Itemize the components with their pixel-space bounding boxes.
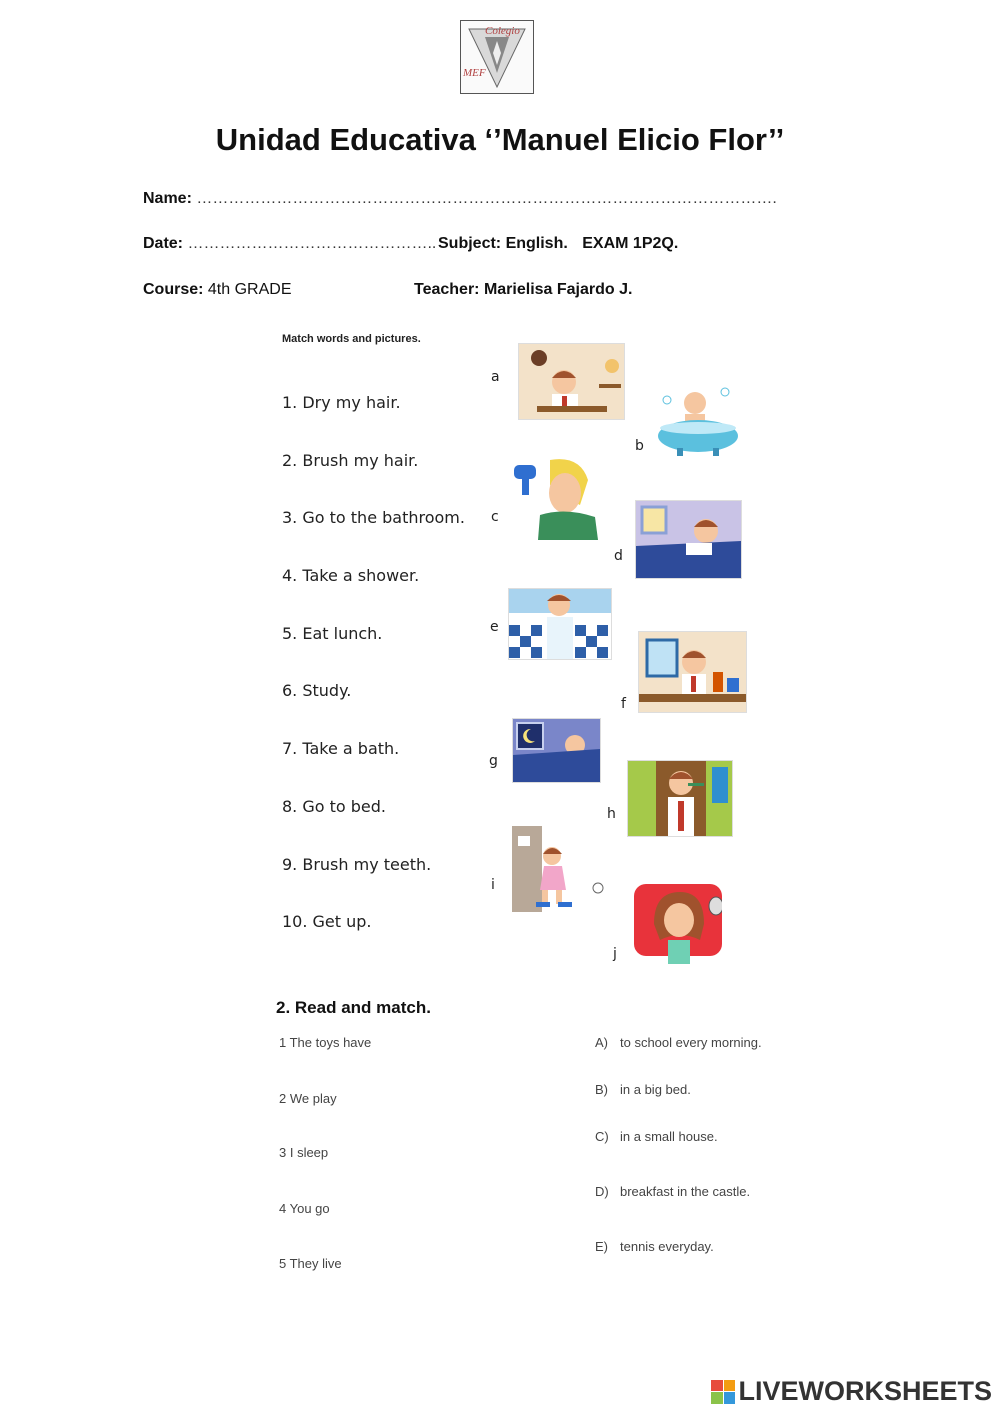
study-desk-icon — [639, 632, 746, 712]
match-item-2: 2. Brush my hair. — [282, 451, 419, 470]
logo-text-top: Colegio — [485, 25, 520, 37]
picture-letter-j: j — [613, 946, 617, 962]
teacher-row — [414, 281, 632, 299]
subject-row — [438, 235, 678, 253]
match-item-8: 8. Go to bed. — [282, 797, 387, 816]
match-item-5: 5. Eat lunch. — [282, 624, 383, 643]
brush-hair-icon — [634, 884, 722, 964]
course-label: Course: — [143, 281, 204, 298]
bathroom-door-icon — [512, 826, 608, 912]
liveworksheets-logo-icon — [711, 1380, 735, 1404]
picture-g-go-to-bed — [512, 718, 601, 783]
hair-dryer-icon — [510, 455, 600, 540]
picture-letter-d: d — [614, 548, 623, 564]
course-row — [143, 281, 292, 299]
shower-icon — [509, 589, 611, 659]
sentence-start-5: 5 They live — [279, 1256, 342, 1271]
picture-letter-h: h — [607, 806, 616, 822]
sentence-start-1: 1 The toys have — [279, 1035, 372, 1050]
match-item-3: 3. Go to the bathroom. — [282, 508, 465, 527]
match-item-1: 1. Dry my hair. — [282, 393, 401, 412]
subject-text: Subject: English. — [438, 235, 568, 252]
name-input-line[interactable]: ………………………………………………………………………………………………. — [196, 190, 777, 207]
classroom-lunch-icon — [519, 344, 624, 419]
sentence-start-4: 4 You go — [279, 1201, 330, 1216]
ending-letter-c: C) — [595, 1129, 609, 1144]
ending-text-c: in a small house. — [620, 1129, 718, 1144]
ending-letter-b: B) — [595, 1082, 608, 1097]
sentence-start-2: 2 We play — [279, 1091, 337, 1106]
picture-letter-c: c — [491, 509, 499, 525]
name-label: Name: — [143, 190, 192, 207]
section2-title: 2. Read and match. — [276, 998, 431, 1017]
brand-text: LIVEWORKSHEETS — [738, 1376, 992, 1406]
ending-text-e: tennis everyday. — [620, 1239, 714, 1254]
picture-a-eat-lunch — [518, 343, 625, 420]
match-item-9: 9. Brush my teeth. — [282, 855, 432, 874]
brush-teeth-icon — [628, 761, 732, 836]
picture-e-take-shower — [508, 588, 612, 660]
school-name: Unidad Educativa ‘’Manuel Elicio Flor’’ — [215, 122, 785, 157]
sleeping-bed-icon — [513, 719, 600, 782]
picture-j-brush-hair — [634, 884, 722, 964]
ending-letter-e: E) — [595, 1239, 608, 1254]
match-item-10: 10. Get up. — [282, 912, 372, 931]
date-input-line[interactable]: ……………………………………….. — [187, 235, 437, 252]
ending-text-a: to school every morning. — [620, 1035, 762, 1050]
school-logo — [460, 20, 534, 94]
date-label: Date: — [143, 235, 184, 252]
picture-f-study — [638, 631, 747, 713]
picture-b-take-bath — [655, 378, 740, 460]
picture-letter-e: e — [490, 619, 499, 635]
picture-c-dry-hair — [510, 455, 600, 540]
match-item-4: 4. Take a shower. — [282, 566, 420, 585]
picture-letter-f: f — [621, 696, 626, 712]
liveworksheets-brand[interactable] — [711, 1376, 992, 1407]
picture-letter-g: g — [489, 753, 498, 769]
name-row — [143, 190, 777, 208]
exam-text: EXAM 1P2Q. — [582, 235, 679, 252]
sentence-start-3: 3 I sleep — [279, 1145, 329, 1160]
logo-text-bottom: MEF — [463, 67, 486, 79]
picture-h-brush-teeth — [627, 760, 733, 837]
picture-letter-b: b — [635, 438, 644, 454]
match-item-7: 7. Take a bath. — [282, 739, 400, 758]
wake-up-bed-icon — [636, 501, 741, 578]
picture-d-get-up — [635, 500, 742, 579]
picture-i-go-to-bathroom — [512, 826, 608, 912]
ending-letter-d: D) — [595, 1184, 609, 1199]
picture-letter-a: a — [491, 369, 500, 385]
ending-text-b: in a big bed. — [620, 1082, 691, 1097]
bathtub-icon — [655, 378, 740, 460]
teacher-text: Teacher: Marielisa Fajardo J. — [414, 281, 633, 298]
ending-letter-a: A) — [595, 1035, 608, 1050]
course-value: 4th GRADE — [207, 281, 292, 298]
date-row — [143, 235, 436, 253]
section1-title: Match words and pictures. — [282, 333, 421, 345]
match-item-6: 6. Study. — [282, 681, 352, 700]
picture-letter-i: i — [491, 877, 495, 893]
ending-text-d: breakfast in the castle. — [620, 1184, 751, 1199]
